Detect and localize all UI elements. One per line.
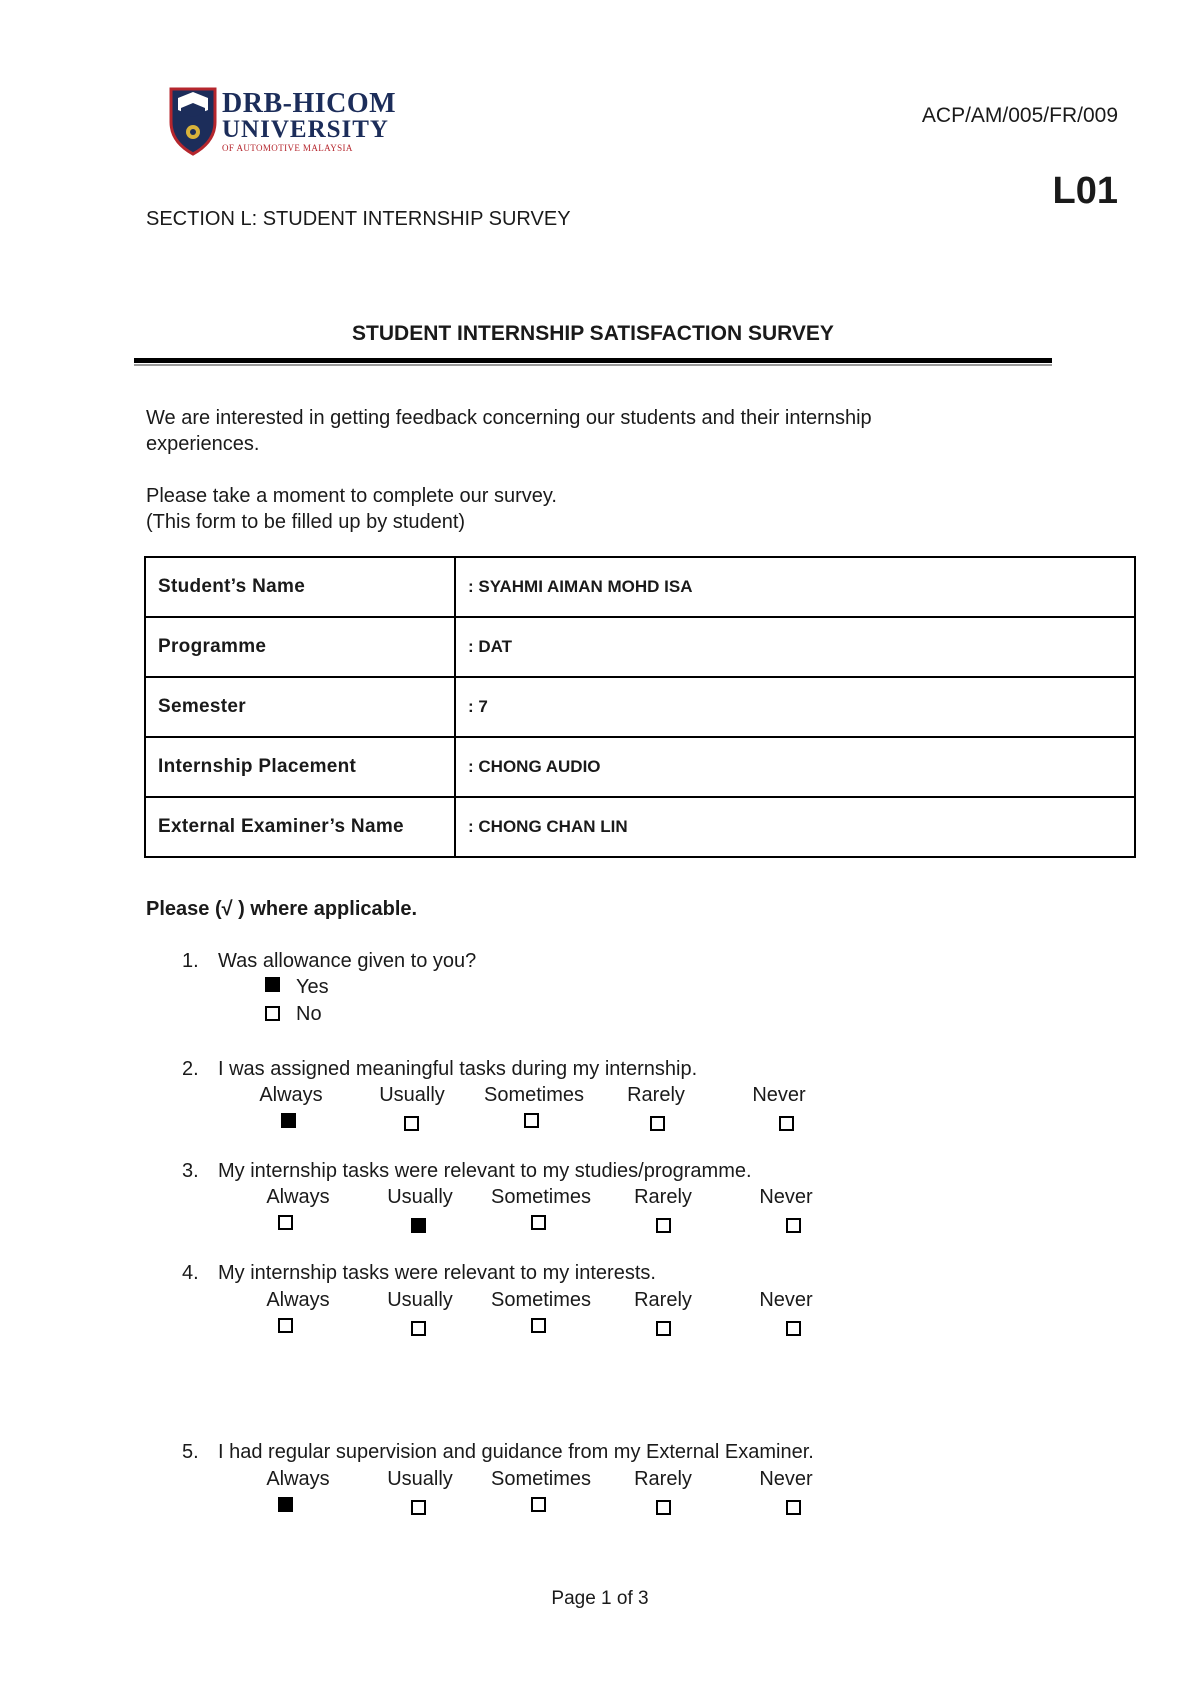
university-logo [168,86,218,161]
question-4-text: My internship tasks were relevant to my interests. [218,1262,656,1284]
question-2-option-rarely-checkbox[interactable] [650,1116,665,1131]
student-name-value: : SYAHMI AIMAN MOHD ISA [455,557,1135,617]
question-5-text: I had regular supervision and guidance from my External Examiner. [218,1441,814,1463]
document-code: ACP/AM/005/FR/009 [921,104,1118,127]
question-4-option-never-checkbox[interactable] [786,1321,801,1336]
instruction-text: Please (√ ) where applicable. [146,898,418,920]
question-5-option-rarely-label: Rarely [634,1468,692,1490]
table-row [145,797,1135,857]
question-4-option-sometimes-checkbox[interactable] [531,1318,546,1333]
question-3-option-rarely-checkbox[interactable] [656,1218,671,1233]
logo-line3: OF AUTOMOTIVE MALAYSIA [222,143,353,153]
question-5-option-rarely-checkbox[interactable] [656,1500,671,1515]
question-4-option-sometimes-label: Sometimes [490,1289,592,1311]
question-4-option-never-label: Never [759,1289,813,1311]
student-info-table [144,556,1136,858]
question-3-option-never-checkbox[interactable] [786,1218,801,1233]
question-3-option-never-label: Never [759,1186,813,1208]
title-divider-shadow [134,364,1052,366]
question-4-option-usually-label: Usually [387,1289,453,1311]
table-row [145,677,1135,737]
student-name-label: Student’s Name [145,557,455,617]
semester-label: Semester [145,677,455,737]
question-4-number: 4. [182,1262,199,1284]
question-5-number: 5. [182,1441,199,1463]
title-divider [134,358,1052,363]
programme-value: : DAT [455,617,1135,677]
question-1-number: 1. [182,950,199,972]
question-1-option-no-label: No [296,1003,322,1025]
question-1-text: Was allowance given to you? [218,950,477,972]
question-4-option-rarely-checkbox[interactable] [656,1321,671,1336]
question-1-option-yes-label: Yes [296,976,329,998]
table-row [145,737,1135,797]
question-3-option-usually-label: Usually [387,1186,453,1208]
question-5-option-sometimes-label: Sometimes [490,1468,592,1490]
question-3-option-sometimes-label: Sometimes [490,1186,592,1208]
question-5-option-always-checkbox[interactable] [278,1497,293,1512]
question-3-number: 3. [182,1160,199,1182]
question-4-option-always-label: Always [266,1289,330,1311]
shield-crest-icon [168,86,218,156]
logo-line2: UNIVERSITY [222,116,389,143]
question-5-option-sometimes-checkbox[interactable] [531,1497,546,1512]
question-2-option-rarely-label: Rarely [627,1084,685,1106]
question-2-text: I was assigned meaningful tasks during my internship. [218,1058,698,1080]
question-2-option-usually-checkbox[interactable] [404,1116,419,1131]
semester-value: : 7 [455,677,1135,737]
question-5-option-usually-label: Usually [387,1468,453,1490]
question-4-option-rarely-label: Rarely [634,1289,692,1311]
question-2-option-sometimes-checkbox[interactable] [524,1113,539,1128]
question-3-text: My internship tasks were relevant to my studies/programme. [218,1160,752,1182]
examiner-name-value: : CHONG CHAN LIN [455,797,1135,857]
question-5-option-always-label: Always [266,1468,330,1490]
examiner-name-label: External Examiner’s Name [145,797,455,857]
intro-line-3: Please take a moment to complete our survey. [146,485,557,507]
table-row [145,557,1135,617]
page-title: STUDENT INTERNSHIP SATISFACTION SURVEY [352,322,834,345]
question-2-option-sometimes-label: Sometimes [483,1084,585,1106]
question-5-option-never-checkbox[interactable] [786,1500,801,1515]
question-3-option-rarely-label: Rarely [634,1186,692,1208]
placement-value: : CHONG AUDIO [455,737,1135,797]
question-2-option-usually-label: Usually [379,1084,445,1106]
document-id: L01 [1052,170,1118,212]
intro-line-4: (This form to be filled up by student) [146,511,466,533]
question-2-option-always-checkbox[interactable] [281,1113,296,1128]
question-2-option-never-label: Never [752,1084,806,1106]
question-5-option-usually-checkbox[interactable] [411,1500,426,1515]
question-5-option-never-label: Never [759,1468,813,1490]
logo-line1: DRB-HICOM [222,88,397,119]
section-heading: SECTION L: STUDENT INTERNSHIP SURVEY [146,208,571,230]
question-2-option-never-checkbox[interactable] [779,1116,794,1131]
placement-label: Internship Placement [145,737,455,797]
question-3-option-always-label: Always [266,1186,330,1208]
table-row [145,617,1135,677]
page-number: Page 1 of 3 [551,1588,649,1609]
programme-label: Programme [145,617,455,677]
question-2-number: 2. [182,1058,199,1080]
question-3-option-always-checkbox[interactable] [278,1215,293,1230]
intro-line-2: experiences. [146,433,260,455]
question-3-option-sometimes-checkbox[interactable] [531,1215,546,1230]
intro-line-1: We are interested in getting feedback concerning our students and their internship [146,407,872,429]
question-4-option-always-checkbox[interactable] [278,1318,293,1333]
question-1-option-yes-checkbox[interactable] [265,977,280,992]
question-3-option-usually-checkbox[interactable] [411,1218,426,1233]
question-4-option-usually-checkbox[interactable] [411,1321,426,1336]
question-2-option-always-label: Always [259,1084,323,1106]
question-1-option-no-checkbox[interactable] [265,1006,280,1021]
